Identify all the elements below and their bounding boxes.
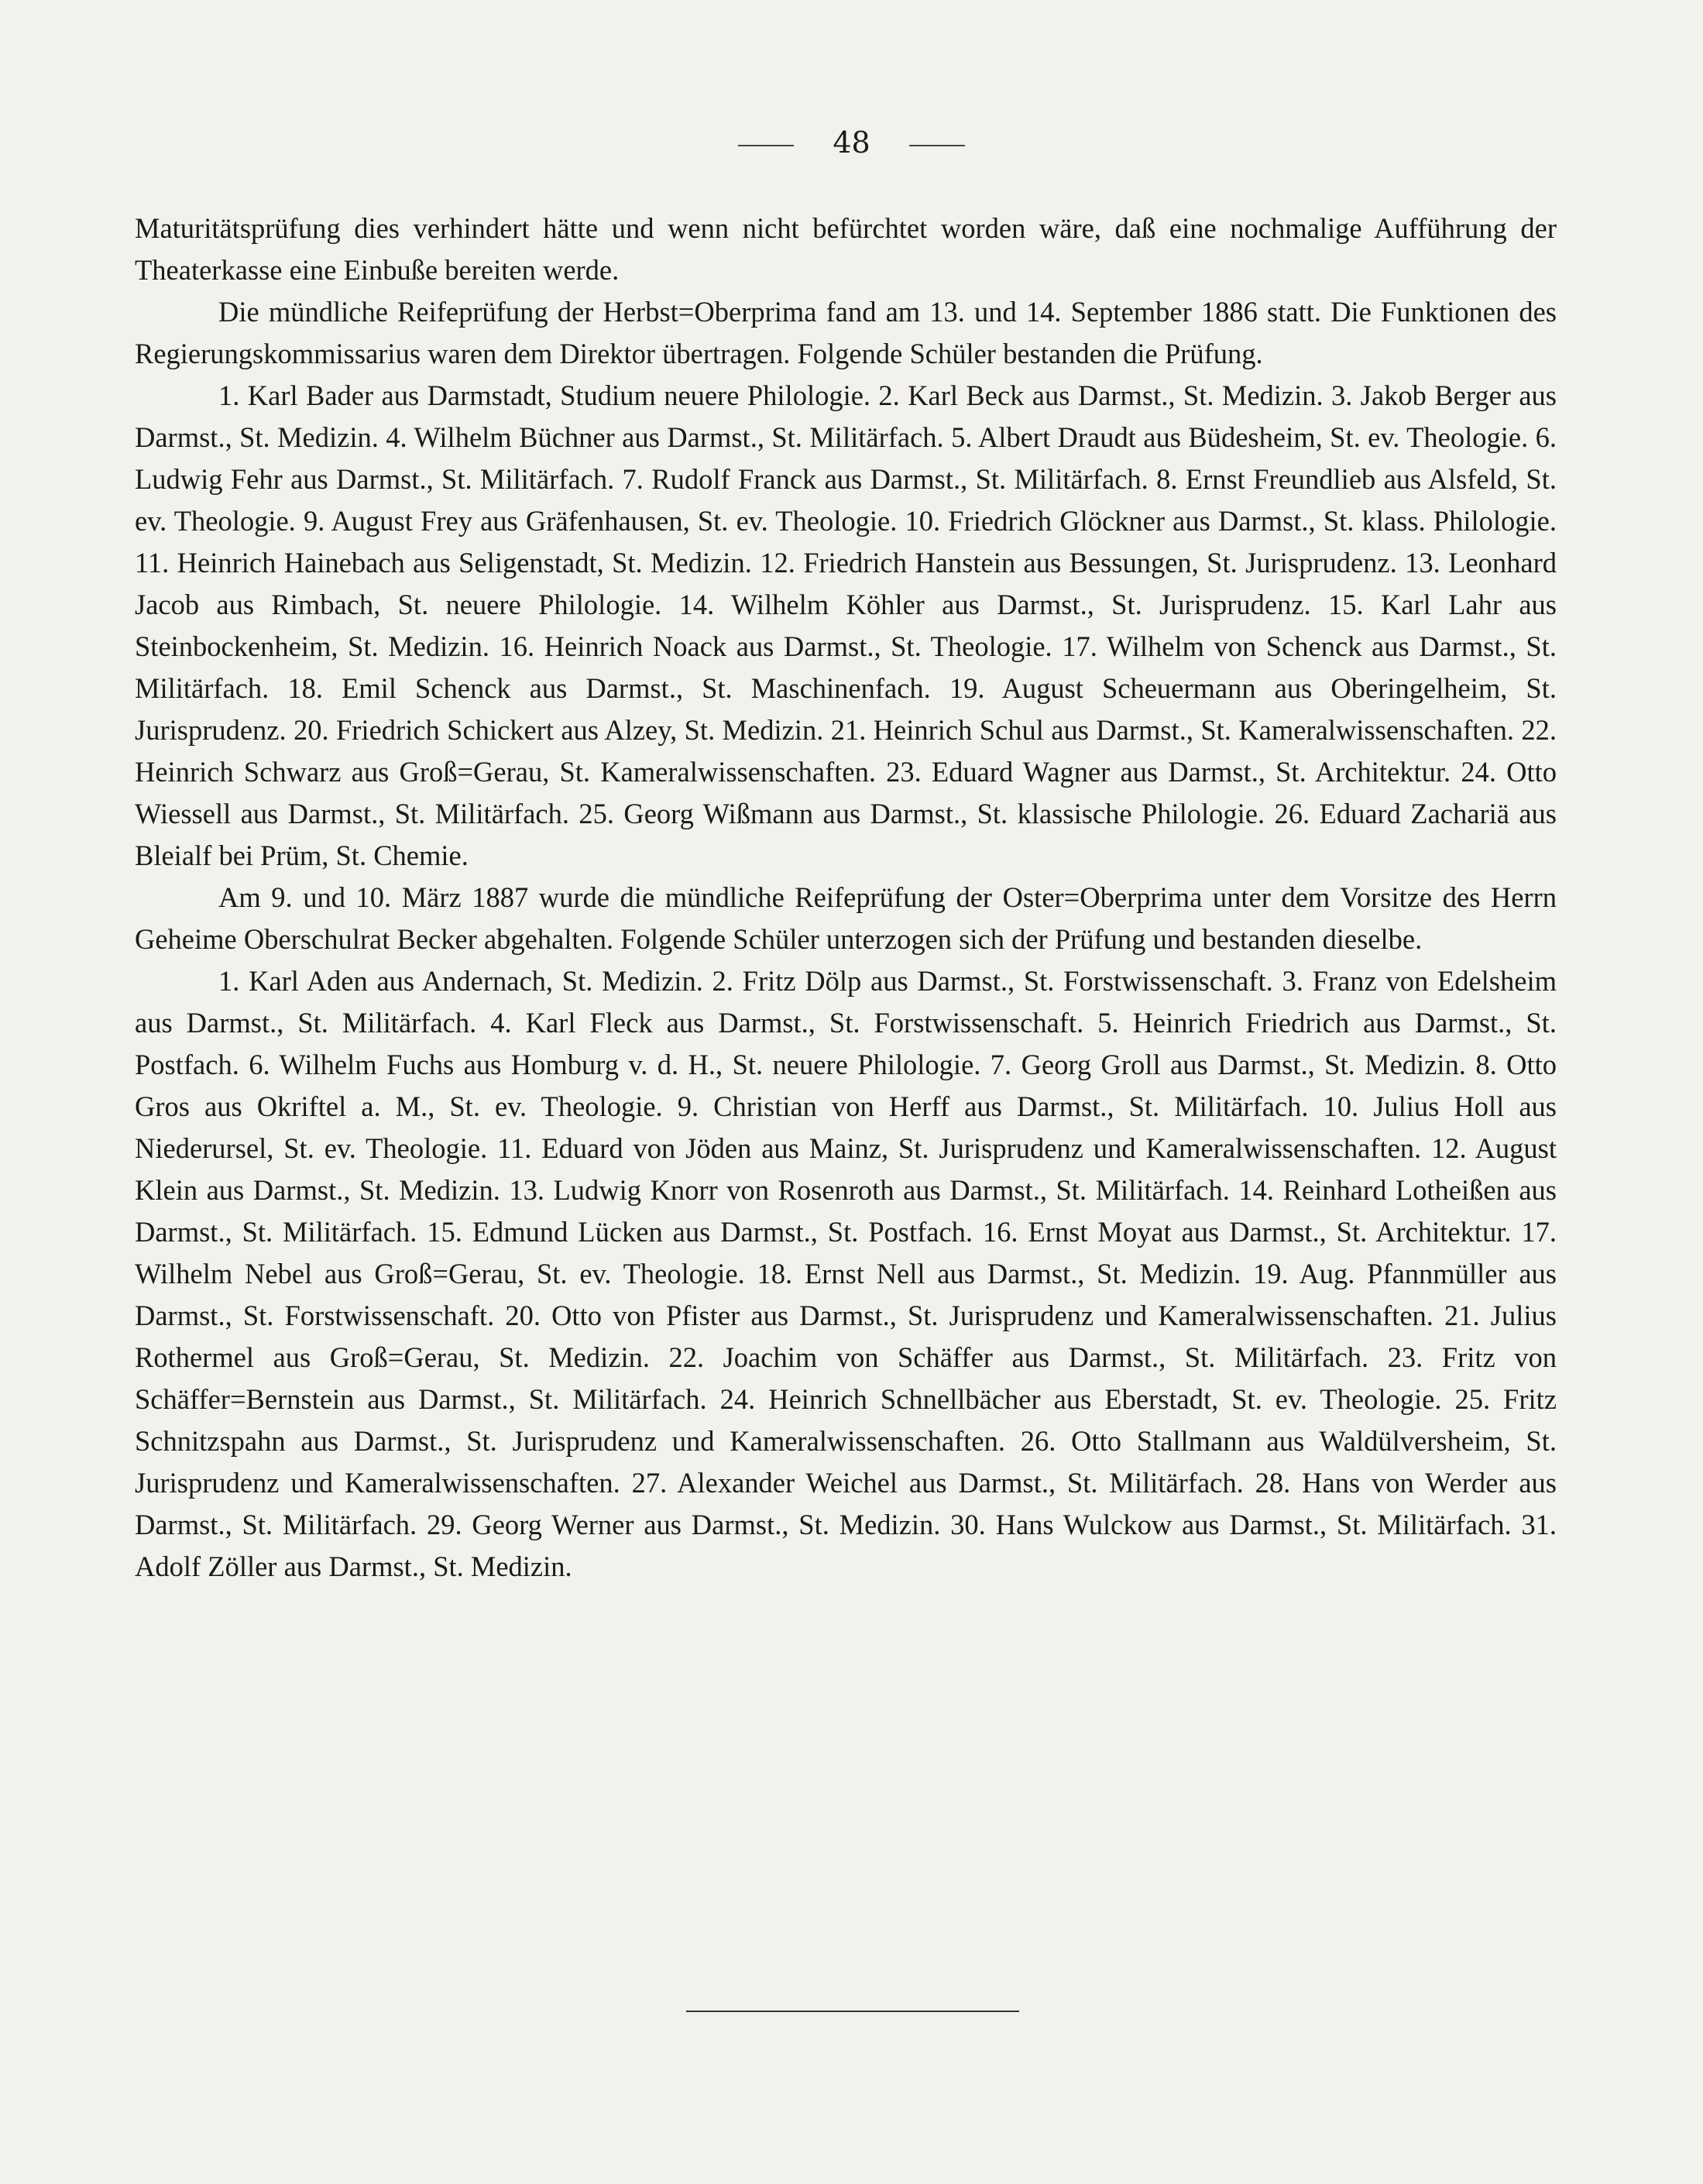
header-rule-left	[738, 145, 794, 146]
header-rule-right	[909, 145, 965, 146]
page-header	[0, 125, 1703, 160]
paragraph-spring-exam-intro: Am 9. und 10. März 1887 wurde die mündliche Reifeprüfung der Oster=Oberprima unter dem Vorsitze des Herrn Geheime Oberschulrat Becker abgehalten. Folgende Schüler unterzogen sich der Prüfung und bestanden dieselbe.	[135, 881, 1557, 955]
paragraph-autumn-exam-intro: Die mündliche Reifeprüfung der Herbst=Oberprima fand am 13. und 14. September 1886 statt. Die Funktionen des Regierungskommissarius waren dem Direktor übertragen. Folgende Schüler bestanden die Prüfung.	[135, 296, 1557, 369]
paragraph-autumn-exam-list: 1. Karl Bader aus Darmstadt, Studium neuere Philologie. 2. Karl Beck aus Darmst., St. Medizin. 3. Jakob Berger aus Darmst., St. Medizin. 4. Wilhelm Büchner aus Darmst., St. Militärfach. 5. Albert Draudt aus Büdesheim, St. ev. Theologie. 6. Ludwig Fehr aus Darmst., St. Militärfach. 7. Rudolf Franck aus Darmst., St. Militärfach. 8. Ernst Freundlieb aus Alsfeld, St. ev. Theologie. 9. August Frey aus Gräfenhausen, St. ev. Theologie. 10. Friedrich Glöckner aus Darmst., St. klass. Philologie. 11. Heinrich Hainebach aus Seligenstadt, St. Medizin. 12. Friedrich Hanstein aus Bessungen, St. Jurisprudenz. 13. Leonhard Jacob aus Rimbach, St. neuere Philologie. 14. Wilhelm Köhler aus Darmst., St. Jurisprudenz. 15. Karl Lahr aus Steinbockenheim, St. Medizin. 16. Heinrich Noack aus Darmst., St. Theologie. 17. Wilhelm von Schenck aus Darmst., St. Militärfach. 18. Emil Schenck aus Darmst., St. Maschinenfach. 19. August Scheuermann aus Oberingelheim, St. Jurisprudenz. 20. Friedrich Schickert aus Alzey, St. Medizin. 21. Heinrich Schul aus Darmst., St. Kameralwissenschaften. 22. Heinrich Schwarz aus Groß=Gerau, St. Kameralwissenschaften. 23. Eduard Wagner aus Darmst., St. Architektur. 24. Otto Wiessell aus Darmst., St. Militärfach. 25. Georg Wißmann aus Darmst., St. klassische Philologie. 26. Eduard Zachariä aus Bleialf bei Prüm, St. Chemie.	[135, 379, 1557, 871]
paragraph-continuation: Maturitätsprüfung dies verhindert hätte und wenn nicht befürchtet worden wäre, daß eine nochmalige Aufführung der Theaterkasse eine Einbuße bereiten werde.	[135, 212, 1557, 286]
page-number: 48	[833, 125, 870, 160]
paragraph-spring-exam-list: 1. Karl Aden aus Andernach, St. Medizin. 2. Fritz Dölp aus Darmst., St. Forstwissenschaft. 3. Franz von Edelsheim aus Darmst., St. Militärfach. 4. Karl Fleck aus Darmst., St. Forstwissenschaft. 5. Heinrich Friedrich aus Darmst., St. Postfach. 6. Wilhelm Fuchs aus Homburg v. d. H., St. neuere Philologie. 7. Georg Groll aus Darmst., St. Medizin. 8. Otto Gros aus Okriftel a. M., St. ev. Theologie. 9. Christian von Herff aus Darmst., St. Militärfach. 10. Julius Holl aus Niederursel, St. ev. Theologie. 11. Eduard von Jöden aus Mainz, St. Jurisprudenz und Kameralwissenschaften. 12. August Klein aus Darmst., St. Medizin. 13. Ludwig Knorr von Rosenroth aus Darmst., St. Militärfach. 14. Reinhard Lotheißen aus Darmst., St. Militärfach. 15. Edmund Lücken aus Darmst., St. Postfach. 16. Ernst Moyat aus Darmst., St. Architektur. 17. Wilhelm Nebel aus Groß=Gerau, St. ev. Theologie. 18. Ernst Nell aus Darmst., St. Medizin. 19. Aug. Pfannmüller aus Darmst., St. Forstwissenschaft. 20. Otto von Pfister aus Darmst., St. Jurisprudenz und Kameralwissenschaften. 21. Julius Rothermel aus Groß=Gerau, St. Medizin. 22. Joachim von Schäffer aus Darmst., St. Militärfach. 23. Fritz von Schäffer=Bernstein aus Darmst., St. Militärfach. 24. Heinrich Schnellbächer aus Eberstadt, St. ev. Theologie. 25. Fritz Schnitzspahn aus Darmst., St. Jurisprudenz und Kameralwissenschaften. 26. Otto Stallmann aus Waldülversheim, St. Jurisprudenz und Kameralwissenschaften. 27. Alexander Weichel aus Darmst., St. Militärfach. 28. Hans von Werder aus Darmst., St. Militärfach. 29. Georg Werner aus Darmst., St. Medizin. 30. Hans Wulckow aus Darmst., St. Militärfach. 31. Adolf Zöller aus Darmst., St. Medizin.	[135, 965, 1557, 1582]
closing-rule	[686, 2011, 1019, 2012]
document-body	[135, 208, 1557, 1588]
